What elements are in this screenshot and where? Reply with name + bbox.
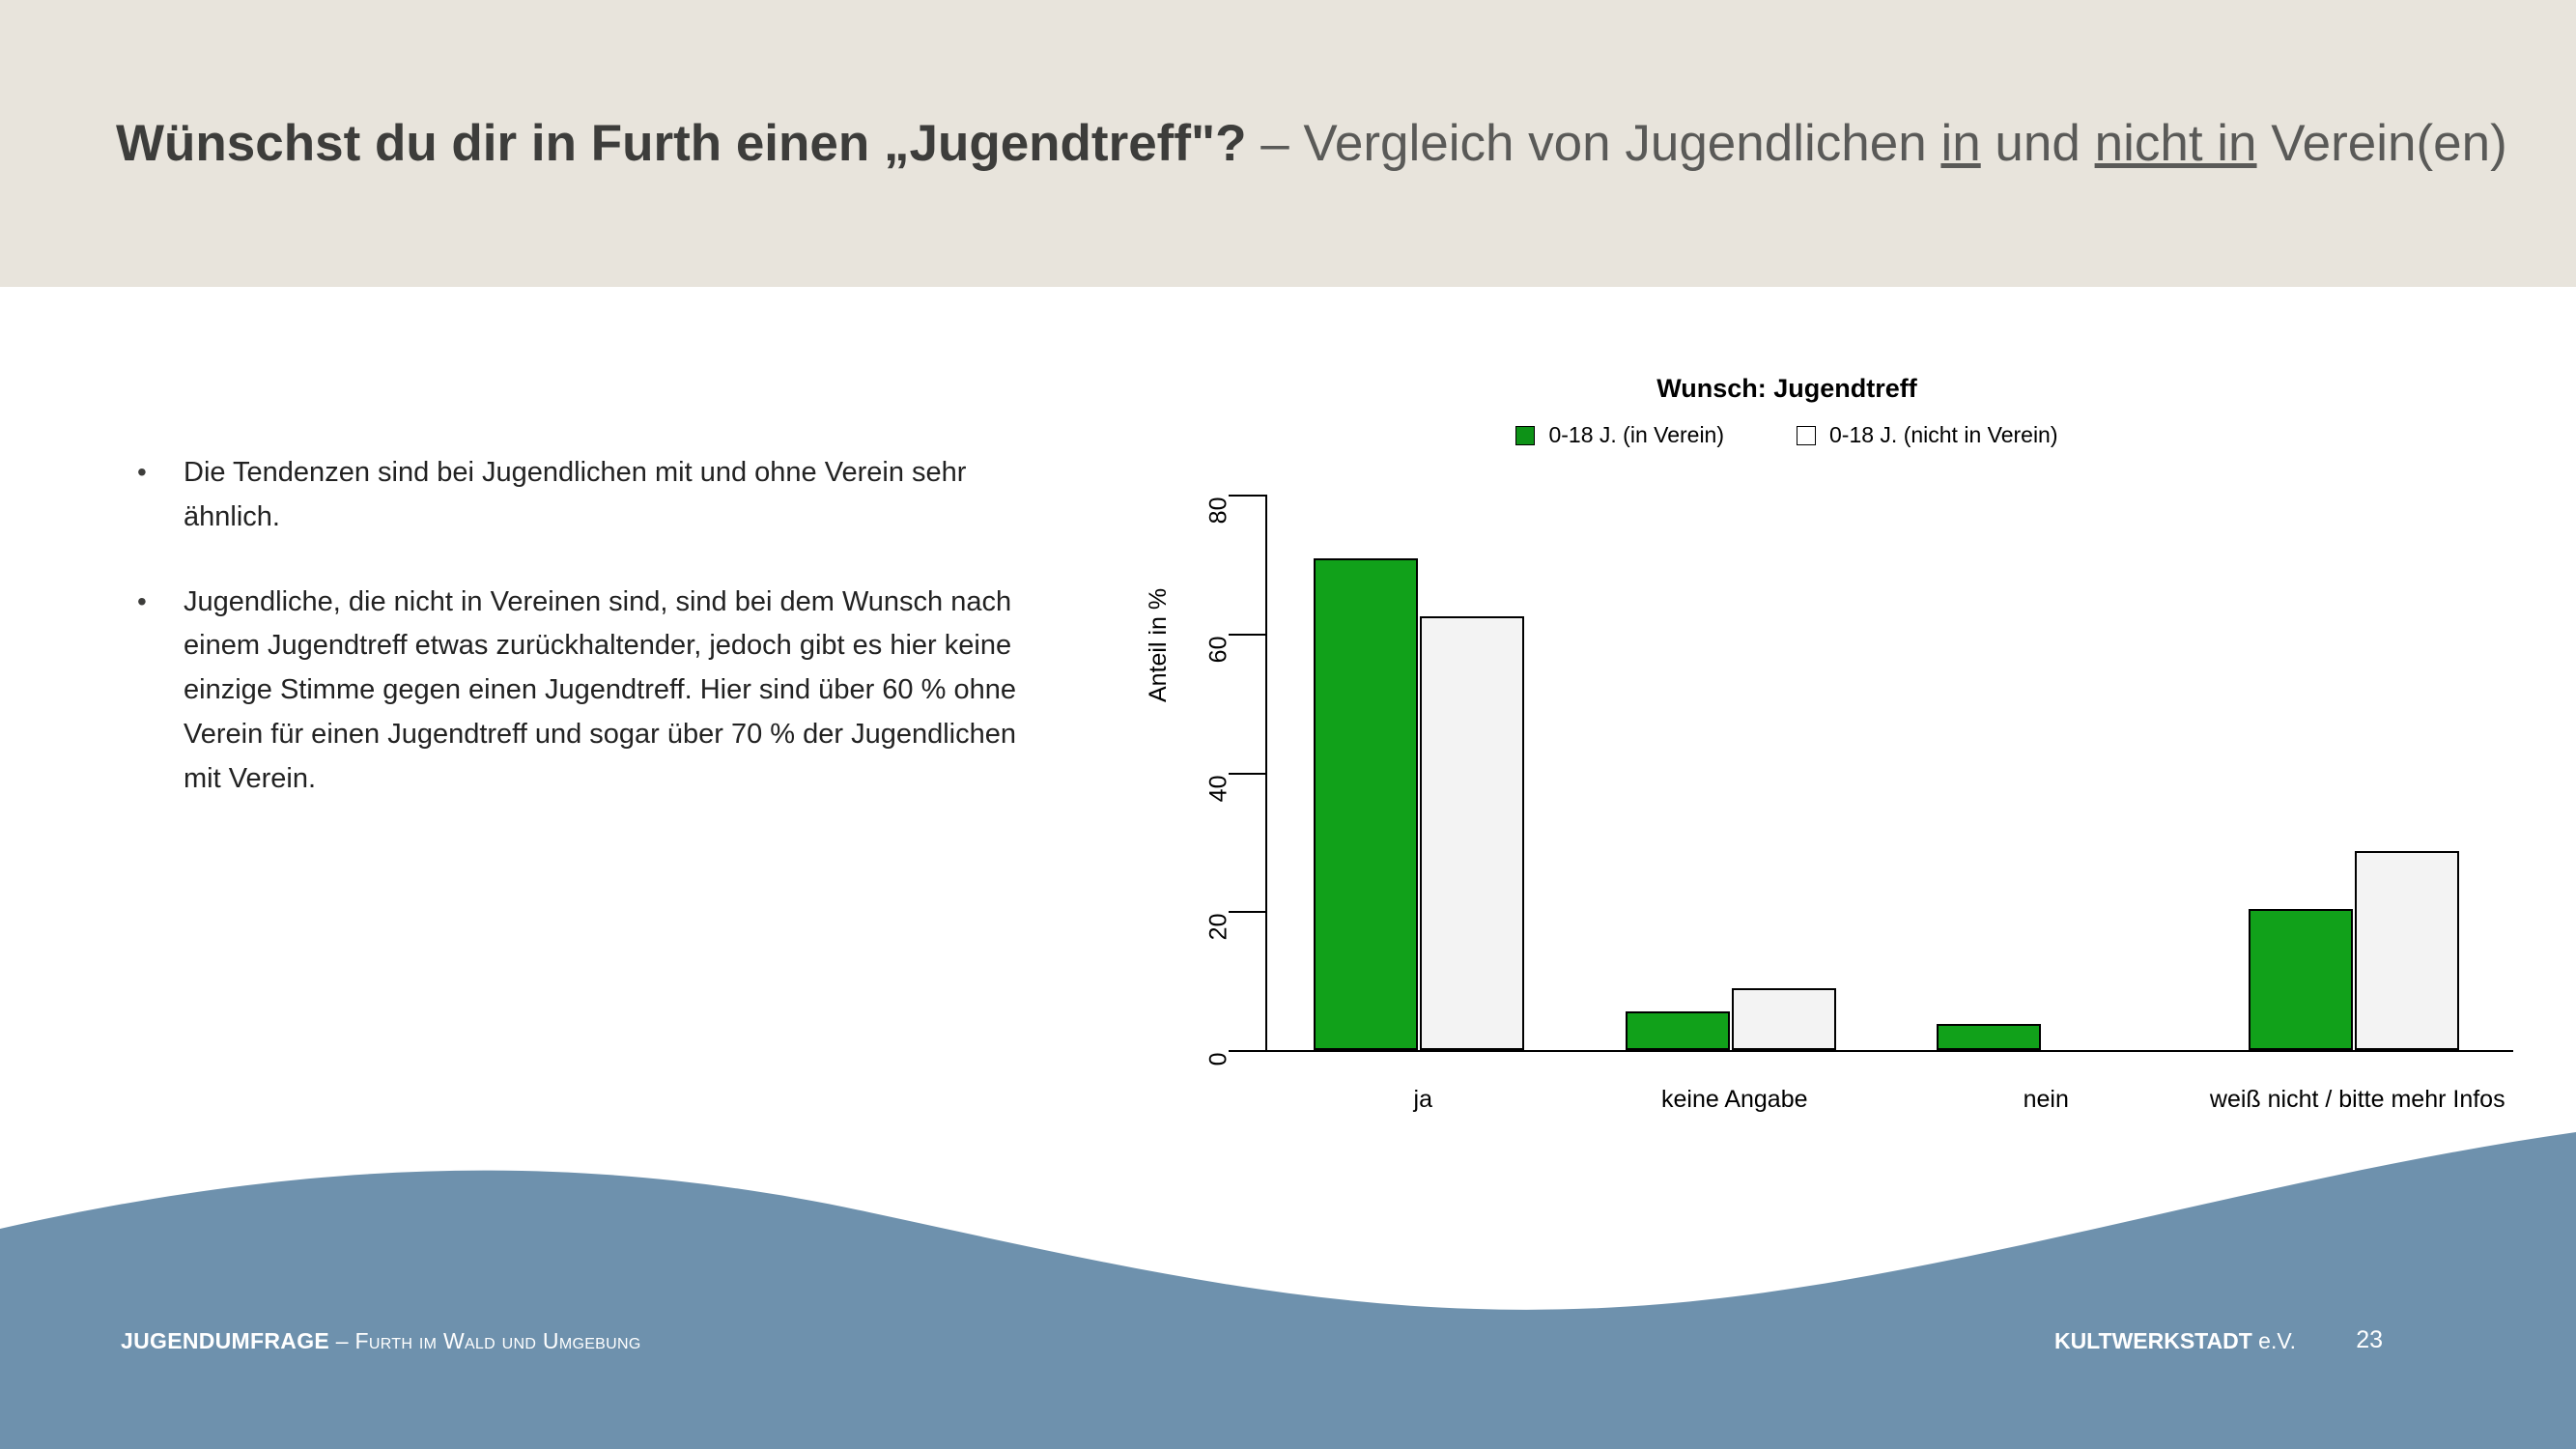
- page-title-underline-2: nicht in: [2094, 115, 2257, 172]
- bullet-marker: •: [137, 457, 147, 487]
- legend-swatch-icon: [1515, 426, 1535, 445]
- list-item: [126, 451, 1043, 540]
- plot-area: [1204, 495, 2513, 1113]
- bar: [1626, 1011, 1730, 1050]
- legend-label: 0-18 J. (nicht in Verein): [1829, 422, 2058, 447]
- legend-swatch-icon: [1797, 426, 1816, 445]
- bar-group: [1267, 495, 2513, 1050]
- footer-left-bold: JUGENDUMFRAGE: [121, 1328, 330, 1353]
- x-axis-category-label: ja: [1413, 1086, 1432, 1113]
- legend-item-nicht-in-verein: [1797, 422, 2058, 448]
- bar: [1937, 1024, 2041, 1050]
- y-axis-tick-label: 60: [1204, 636, 1232, 664]
- page-title-rest-1: – Vergleich von Jugendlichen: [1246, 115, 1941, 172]
- y-axis-tick: [1229, 773, 1267, 775]
- y-axis-tick: [1229, 634, 1267, 636]
- page-title-bold: Wünschst du dir in Furth einen „Jugendtreff"?: [116, 115, 1247, 172]
- y-axis-tick: [1229, 1050, 1267, 1052]
- bar: [1314, 558, 1418, 1050]
- bar: [2355, 851, 2459, 1050]
- y-axis-tick-label: 40: [1204, 775, 1232, 802]
- bullet-list: [126, 451, 1043, 842]
- x-axis-category-label: keine Angabe: [1660, 1086, 1808, 1113]
- slide-content: [0, 287, 2576, 1253]
- x-axis-category-label: nein: [2023, 1086, 2069, 1113]
- legend-label: 0-18 J. (in Verein): [1548, 422, 1724, 447]
- footer-left-text: [121, 1328, 641, 1354]
- footer-right-bold: KULTWERKSTADT: [2053, 1328, 2252, 1353]
- footer-wave-shape: [0, 1121, 2576, 1449]
- y-axis-tick-label: 80: [1204, 497, 1232, 525]
- bullet-text: Die Tendenzen sind bei Jugendlichen mit und ohne Verein sehr ähnlich.: [184, 457, 967, 532]
- chart: [1053, 316, 2521, 1205]
- page-title-underline-1: in: [1940, 115, 1981, 172]
- footer-left-rest: – Furth im Wald und Umgebung: [329, 1328, 641, 1353]
- bullet-text: Jugendliche, die nicht in Vereinen sind, sind bei dem Wunsch nach einem Jugendtreff etwas zurückhaltender, jedoch gibt es hier keine einzige Stimme gegen einen Jugendtreff. Hier sind über 60 % ohne Verein für einen Jugendtreff und sogar über 70 % der Jugendlichen mit Verein.: [184, 585, 1017, 794]
- bullet-marker: •: [137, 585, 147, 616]
- page-title: [116, 116, 2521, 172]
- y-axis-tick: [1229, 495, 1267, 497]
- bar: [2249, 909, 2353, 1050]
- y-axis-tick-label: 20: [1204, 913, 1232, 941]
- footer: [0, 1121, 2576, 1449]
- page-number: 23: [2356, 1326, 2383, 1353]
- bar: [1420, 616, 1524, 1050]
- page-title-rest-3: Verein(en): [2256, 115, 2507, 172]
- y-axis-tick-label: 0: [1204, 1052, 1232, 1066]
- chart-title: Wunsch: Jugendtreff: [1656, 374, 1917, 403]
- legend-item-in-verein: [1515, 422, 1724, 448]
- y-axis-label: Anteil in %: [1145, 587, 1172, 702]
- x-axis-category-label: weiß nicht / bitte mehr Infos: [2209, 1086, 2505, 1113]
- footer-right-rest: e.V.: [2251, 1328, 2296, 1353]
- page-title-rest-2: und: [1980, 115, 2095, 172]
- footer-right-text: [2054, 1328, 2296, 1354]
- y-axis-tick: [1229, 911, 1267, 913]
- chart-legend: [1053, 422, 2521, 448]
- list-item: [126, 581, 1043, 802]
- bar: [1732, 988, 1836, 1050]
